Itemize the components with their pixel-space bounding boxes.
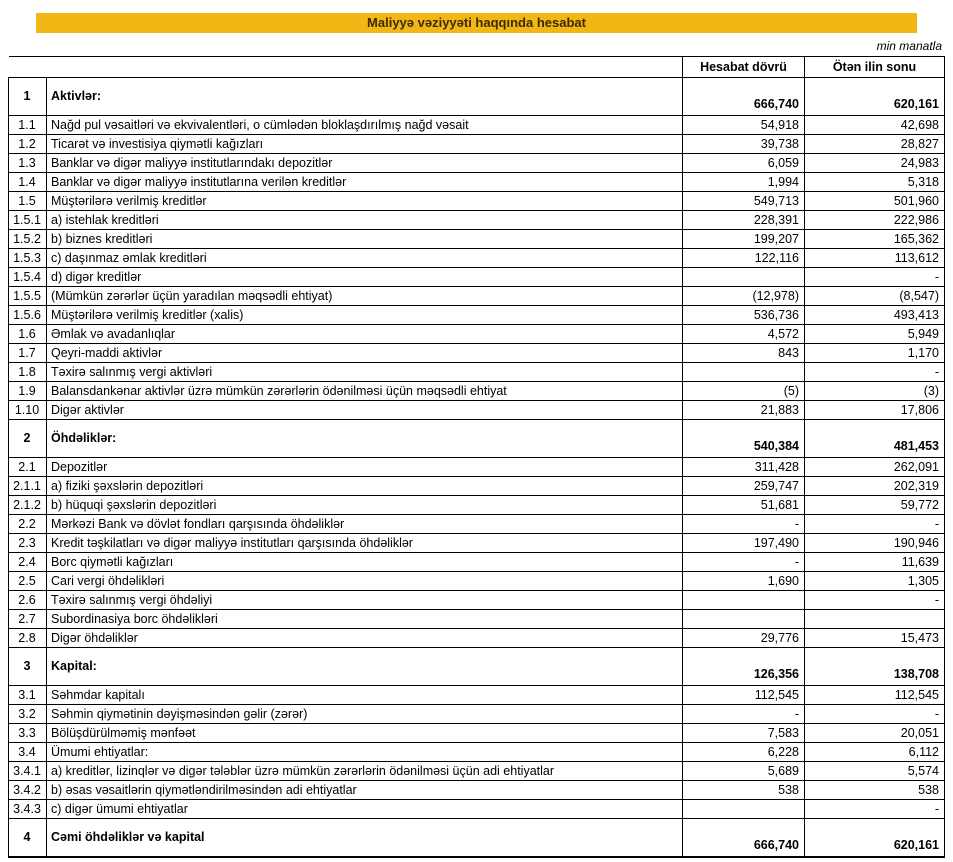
table-row	[9, 781, 945, 800]
period-value-cell: 112,545	[683, 686, 805, 705]
period-value-cell	[683, 610, 805, 629]
row-number-cell: 1.10	[9, 401, 47, 420]
prior-value-cell: 28,827	[805, 135, 945, 154]
row-label-cell: Digər aktivlər	[47, 401, 683, 420]
header-blank-label	[47, 57, 683, 78]
period-value-cell: 199,207	[683, 230, 805, 249]
prior-value-cell	[805, 610, 945, 629]
table-row	[9, 420, 945, 458]
period-value-cell: 311,428	[683, 458, 805, 477]
row-label-cell: Ümumi ehtiyatlar:	[47, 743, 683, 762]
table-row	[9, 401, 945, 420]
row-label-cell: Öhdəliklər:	[47, 420, 683, 458]
period-value-cell: 6,059	[683, 154, 805, 173]
row-number-cell: 3.3	[9, 724, 47, 743]
row-number-cell: 4	[9, 819, 47, 858]
prior-value-cell: (3)	[805, 382, 945, 401]
column-header-period: Hesabat dövrü	[683, 57, 805, 78]
row-label-cell: Müştərilərə verilmiş kreditlər	[47, 192, 683, 211]
period-value-cell: 228,391	[683, 211, 805, 230]
row-label-cell: c) digər ümumi ehtiyatlar	[47, 800, 683, 819]
row-label-cell: Müştərilərə verilmiş kreditlər (xalis)	[47, 306, 683, 325]
row-label-cell: Aktivlər:	[47, 78, 683, 116]
prior-value-cell: -	[805, 705, 945, 724]
row-label-cell: Cari vergi öhdəlikləri	[47, 572, 683, 591]
prior-value-cell: 59,772	[805, 496, 945, 515]
row-label-cell: Səhmin qiymətinin dəyişməsindən gəlir (zərər)	[47, 705, 683, 724]
row-label-cell: (Mümkün zərərlər üçün yaradılan məqsədli ehtiyat)	[47, 287, 683, 306]
prior-value-cell: -	[805, 515, 945, 534]
period-value-cell: (12,978)	[683, 287, 805, 306]
row-label-cell: Bölüşdürülməmiş mənfəət	[47, 724, 683, 743]
table-row	[9, 382, 945, 401]
table-row	[9, 458, 945, 477]
table-row	[9, 724, 945, 743]
row-label-cell: Borc qiymətli kağızları	[47, 553, 683, 572]
prior-value-cell: 481,453	[805, 420, 945, 458]
column-header-prior: Ötən ilin sonu	[805, 57, 945, 78]
row-label-cell: Kapital:	[47, 648, 683, 686]
table-row	[9, 629, 945, 648]
row-number-cell: 2.1.1	[9, 477, 47, 496]
prior-value-cell: 42,698	[805, 116, 945, 135]
table-row	[9, 477, 945, 496]
row-label-cell: Təxirə salınmış vergi öhdəliyi	[47, 591, 683, 610]
prior-value-cell: -	[805, 591, 945, 610]
unit-note: min manatla	[876, 39, 942, 53]
prior-value-cell: 501,960	[805, 192, 945, 211]
row-label-cell: Əmlak və avadanlıqlar	[47, 325, 683, 344]
prior-value-cell: 538	[805, 781, 945, 800]
row-number-cell: 1.5.3	[9, 249, 47, 268]
period-value-cell: 843	[683, 344, 805, 363]
row-number-cell: 3.4.3	[9, 800, 47, 819]
row-label-cell: Mərkəzi Bank və dövlət fondları qarşısında öhdəliklər	[47, 515, 683, 534]
table-row	[9, 743, 945, 762]
report-page	[0, 13, 953, 858]
row-number-cell: 2.5	[9, 572, 47, 591]
row-label-cell: Subordinasiya borc öhdəlikləri	[47, 610, 683, 629]
row-number-cell: 3.2	[9, 705, 47, 724]
header-row	[9, 57, 945, 78]
prior-value-cell: 620,161	[805, 819, 945, 858]
prior-value-cell: 113,612	[805, 249, 945, 268]
row-number-cell: 1.1	[9, 116, 47, 135]
period-value-cell: 666,740	[683, 78, 805, 116]
row-label-cell: Cəmi öhdəliklər və kapital	[47, 819, 683, 858]
row-number-cell: 1.5	[9, 192, 47, 211]
row-number-cell: 1.4	[9, 173, 47, 192]
prior-value-cell: 5,574	[805, 762, 945, 781]
table-row	[9, 211, 945, 230]
prior-value-cell: -	[805, 268, 945, 287]
period-value-cell: 29,776	[683, 629, 805, 648]
row-number-cell: 1.5.2	[9, 230, 47, 249]
table-row	[9, 268, 945, 287]
row-number-cell: 1.7	[9, 344, 47, 363]
header-blank-number	[9, 57, 47, 78]
row-label-cell: Nağd pul vəsaitləri və ekvivalentləri, o cümlədən bloklaşdırılmış nağd vəsait	[47, 116, 683, 135]
period-value-cell	[683, 363, 805, 382]
table-row	[9, 306, 945, 325]
table-row	[9, 819, 945, 858]
period-value-cell	[683, 591, 805, 610]
table-row	[9, 135, 945, 154]
row-label-cell: Ticarət və investisiya qiymətli kağızları	[47, 135, 683, 154]
prior-value-cell: 1,305	[805, 572, 945, 591]
table-row	[9, 496, 945, 515]
row-label-cell: Banklar və digər maliyyə institutlarına verilən kreditlər	[47, 173, 683, 192]
row-label-cell: c) daşınmaz əmlak kreditləri	[47, 249, 683, 268]
report-table-body	[9, 78, 945, 858]
row-label-cell: Balansdankənar aktivlər üzrə mümkün zərərlərin ödənilməsi üçün məqsədli ehtiyat	[47, 382, 683, 401]
table-row	[9, 287, 945, 306]
row-number-cell: 3.4	[9, 743, 47, 762]
table-row	[9, 325, 945, 344]
period-value-cell	[683, 800, 805, 819]
row-label-cell: b) biznes kreditləri	[47, 230, 683, 249]
table-row	[9, 610, 945, 629]
table-row	[9, 686, 945, 705]
report-title: Maliyyə vəziyyəti haqqında hesabat	[367, 15, 586, 30]
row-label-cell: b) əsas vəsaitlərin qiymətləndirilməsindən adi ehtiyatlar	[47, 781, 683, 800]
prior-value-cell: 17,806	[805, 401, 945, 420]
row-number-cell: 2	[9, 420, 47, 458]
table-row	[9, 572, 945, 591]
prior-value-cell: 24,983	[805, 154, 945, 173]
prior-value-cell: 222,986	[805, 211, 945, 230]
table-row	[9, 762, 945, 781]
period-value-cell: -	[683, 553, 805, 572]
row-number-cell: 2.1	[9, 458, 47, 477]
period-value-cell: 540,384	[683, 420, 805, 458]
row-label-cell: Banklar və digər maliyyə institutlarındakı depozitlər	[47, 154, 683, 173]
prior-value-cell: 15,473	[805, 629, 945, 648]
row-label-cell: Təxirə salınmış vergi aktivləri	[47, 363, 683, 382]
table-row	[9, 173, 945, 192]
table-row	[9, 249, 945, 268]
row-number-cell: 2.6	[9, 591, 47, 610]
period-value-cell: 197,490	[683, 534, 805, 553]
row-label-cell: Səhmdar kapitalı	[47, 686, 683, 705]
row-number-cell: 1.5.6	[9, 306, 47, 325]
table-row	[9, 648, 945, 686]
period-value-cell: 39,738	[683, 135, 805, 154]
period-value-cell: 21,883	[683, 401, 805, 420]
period-value-cell: 259,747	[683, 477, 805, 496]
period-value-cell: 54,918	[683, 116, 805, 135]
period-value-cell	[683, 268, 805, 287]
prior-value-cell: 262,091	[805, 458, 945, 477]
row-number-cell: 3.4.2	[9, 781, 47, 800]
prior-value-cell: 5,949	[805, 325, 945, 344]
row-number-cell: 1.8	[9, 363, 47, 382]
prior-value-cell: 5,318	[805, 173, 945, 192]
period-value-cell: (5)	[683, 382, 805, 401]
row-number-cell: 1.6	[9, 325, 47, 344]
period-value-cell: 122,116	[683, 249, 805, 268]
row-number-cell: 1	[9, 78, 47, 116]
row-number-cell: 3.1	[9, 686, 47, 705]
row-number-cell: 2.7	[9, 610, 47, 629]
period-value-cell: 666,740	[683, 819, 805, 858]
period-value-cell: 51,681	[683, 496, 805, 515]
period-value-cell: 126,356	[683, 648, 805, 686]
table-row	[9, 515, 945, 534]
table-row	[9, 192, 945, 211]
row-label-cell: Qeyri-maddi aktivlər	[47, 344, 683, 363]
row-label-cell: a) istehlak kreditləri	[47, 211, 683, 230]
prior-value-cell: 165,362	[805, 230, 945, 249]
row-number-cell: 2.2	[9, 515, 47, 534]
row-number-cell: 2.1.2	[9, 496, 47, 515]
row-number-cell: 1.3	[9, 154, 47, 173]
row-number-cell: 1.9	[9, 382, 47, 401]
period-value-cell: 1,690	[683, 572, 805, 591]
table-row	[9, 800, 945, 819]
row-number-cell: 2.4	[9, 553, 47, 572]
prior-value-cell: 112,545	[805, 686, 945, 705]
period-value-cell: -	[683, 515, 805, 534]
row-number-cell: 3.4.1	[9, 762, 47, 781]
period-value-cell: 536,736	[683, 306, 805, 325]
table-row	[9, 230, 945, 249]
period-value-cell: -	[683, 705, 805, 724]
row-label-cell: Depozitlər	[47, 458, 683, 477]
row-label-cell: b) hüquqi şəxslərin depozitləri	[47, 496, 683, 515]
row-number-cell: 2.3	[9, 534, 47, 553]
row-number-cell: 2.8	[9, 629, 47, 648]
prior-value-cell: 202,319	[805, 477, 945, 496]
period-value-cell: 6,228	[683, 743, 805, 762]
report-title-bar	[36, 13, 917, 33]
table-row	[9, 116, 945, 135]
table-row	[9, 705, 945, 724]
row-number-cell: 1.5.4	[9, 268, 47, 287]
period-value-cell: 538	[683, 781, 805, 800]
financial-report-table	[8, 56, 945, 858]
prior-value-cell: 1,170	[805, 344, 945, 363]
prior-value-cell: 620,161	[805, 78, 945, 116]
prior-value-cell: 190,946	[805, 534, 945, 553]
prior-value-cell: 11,639	[805, 553, 945, 572]
row-label-cell: a) kreditlər, lizinqlər və digər tələblər üzrə mümkün zərərlərin ödənilməsi üçün adi ehtiyatlar	[47, 762, 683, 781]
period-value-cell: 5,689	[683, 762, 805, 781]
table-row	[9, 534, 945, 553]
table-row	[9, 344, 945, 363]
period-value-cell: 4,572	[683, 325, 805, 344]
table-row	[9, 553, 945, 572]
row-label-cell: Kredit təşkilatları və digər maliyyə institutları qarşısında öhdəliklər	[47, 534, 683, 553]
prior-value-cell: 6,112	[805, 743, 945, 762]
row-number-cell: 1.5.1	[9, 211, 47, 230]
prior-value-cell: -	[805, 800, 945, 819]
row-number-cell: 1.5.5	[9, 287, 47, 306]
prior-value-cell: -	[805, 363, 945, 382]
table-row	[9, 154, 945, 173]
prior-value-cell: 138,708	[805, 648, 945, 686]
period-value-cell: 7,583	[683, 724, 805, 743]
row-label-cell: Digər öhdəliklər	[47, 629, 683, 648]
row-number-cell: 1.2	[9, 135, 47, 154]
table-row	[9, 591, 945, 610]
table-row	[9, 78, 945, 116]
prior-value-cell: 493,413	[805, 306, 945, 325]
row-label-cell: d) digər kreditlər	[47, 268, 683, 287]
period-value-cell: 549,713	[683, 192, 805, 211]
prior-value-cell: (8,547)	[805, 287, 945, 306]
row-label-cell: a) fiziki şəxslərin depozitləri	[47, 477, 683, 496]
row-number-cell: 3	[9, 648, 47, 686]
period-value-cell: 1,994	[683, 173, 805, 192]
table-row	[9, 363, 945, 382]
prior-value-cell: 20,051	[805, 724, 945, 743]
